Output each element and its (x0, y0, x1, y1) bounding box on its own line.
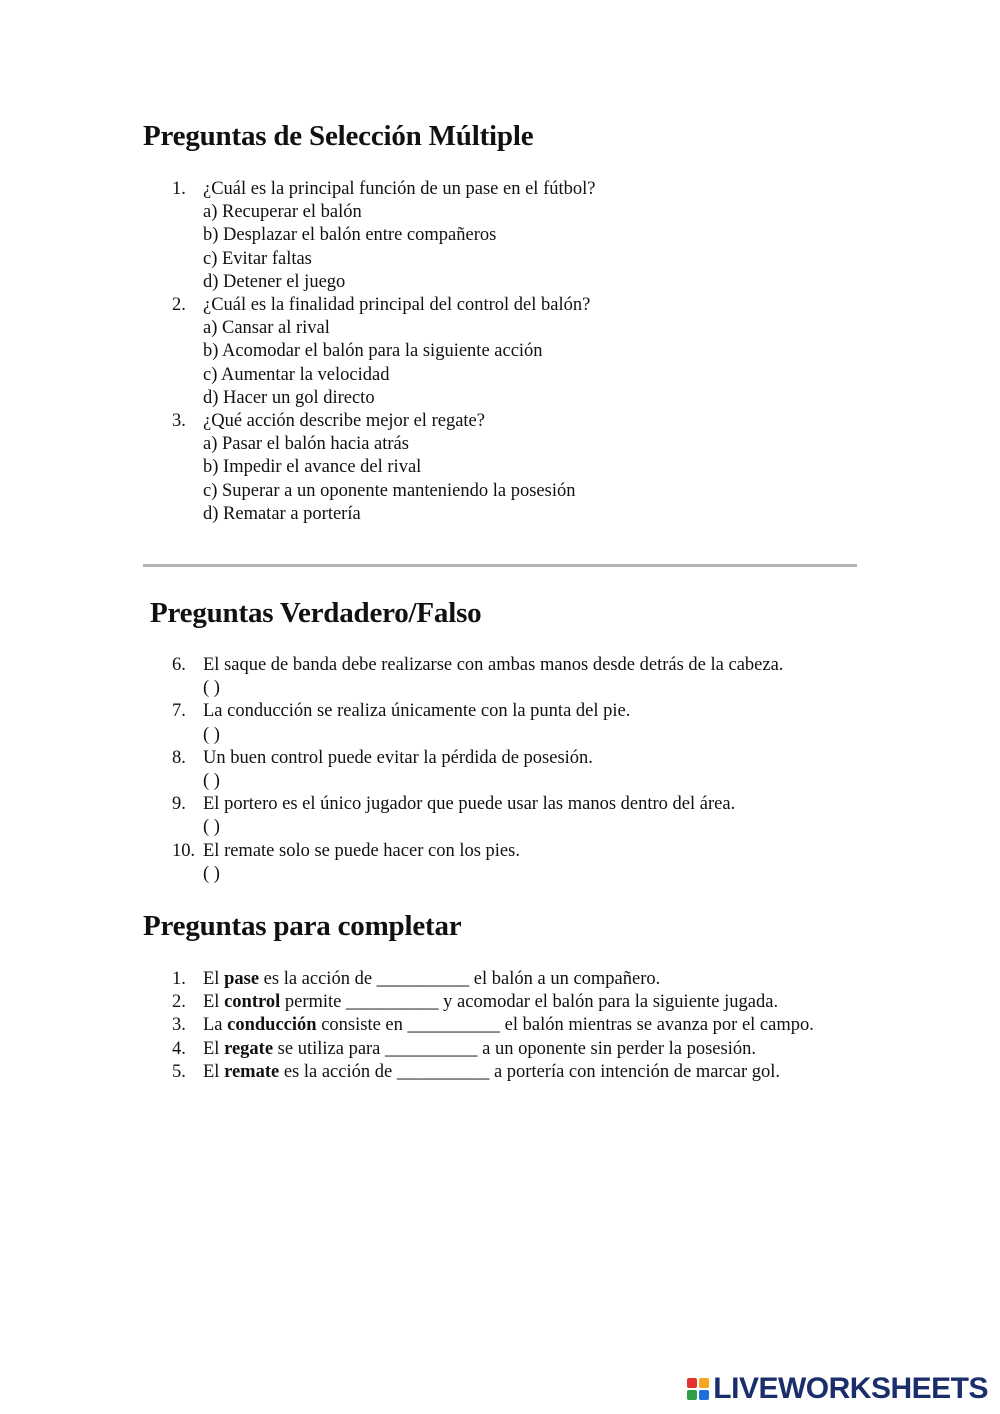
question-text: La conducción se realiza únicamente con la punta del pie. (203, 701, 631, 722)
fill-in-list (172, 968, 852, 1084)
logo-cell-icon (699, 1390, 709, 1400)
option-c[interactable]: c) Aumentar la velocidad (203, 364, 390, 385)
tf-question-8 (172, 747, 872, 793)
tf-question-7 (172, 700, 872, 746)
question-number: 3. (172, 1015, 186, 1036)
tf-question-9 (172, 793, 872, 839)
question-number: 7. (172, 701, 186, 722)
sentence-rest[interactable]: permite __________ y acomodar el balón para la siguiente jugada. (280, 992, 779, 1013)
question-text: Un buen control puede evitar la pérdida de posesión. (203, 747, 593, 768)
sentence-start: El (203, 1061, 225, 1082)
sentence-start: El (203, 969, 225, 989)
question-text: ¿Cuál es la finalidad principal del control del balón? (203, 295, 591, 316)
question-number: 8. (172, 747, 186, 768)
option-b[interactable]: b) Impedir el avance del rival (203, 457, 422, 478)
answer-blank[interactable]: ( ) (203, 678, 220, 699)
answer-blank[interactable]: ( ) (203, 863, 220, 884)
option-c[interactable]: c) Superar a un oponente manteniendo la posesión (203, 480, 576, 501)
fill-question-5 (172, 1061, 852, 1084)
section-divider (143, 564, 857, 567)
question-text: El saque de banda debe realizarse con ambas manos desde detrás de la cabeza. (203, 655, 784, 675)
fill-question-1 (172, 968, 852, 991)
fill-question-2 (172, 991, 852, 1014)
key-term: remate (224, 1061, 280, 1082)
mc-question-3 (172, 410, 872, 526)
question-number: 2. (172, 295, 186, 316)
fill-in-title: Preguntas para completar (143, 910, 462, 942)
question-text: El remate solo se puede hacer con los pies. (203, 840, 520, 861)
question-number: 9. (172, 794, 186, 815)
sentence-start: El (203, 1038, 225, 1059)
key-term: pase (224, 969, 260, 989)
option-a[interactable]: a) Recuperar el balón (203, 202, 362, 223)
option-a[interactable]: a) Cansar al rival (203, 318, 330, 339)
sentence-rest[interactable]: es la acción de __________ el balón a un compañero. (259, 969, 661, 989)
tf-question-6 (172, 654, 872, 700)
option-c[interactable]: c) Evitar faltas (203, 248, 312, 269)
logo-cell-icon (687, 1378, 697, 1388)
question-number: 6. (172, 655, 186, 675)
logo-cell-icon (699, 1378, 709, 1388)
answer-blank[interactable]: ( ) (203, 771, 220, 792)
question-number: 10. (172, 840, 196, 861)
option-a[interactable]: a) Pasar el balón hacia atrás (203, 434, 409, 455)
question-number: 4. (172, 1038, 186, 1059)
logo-text: LIVEWORKSHEETS (713, 1372, 988, 1405)
question-number: 2. (172, 992, 186, 1013)
mc-question-2 (172, 294, 872, 410)
question-number: 1. (172, 969, 186, 989)
true-false-list (172, 654, 872, 886)
tf-question-10 (172, 840, 872, 886)
multiple-choice-title: Preguntas de Selección Múltiple (143, 120, 534, 152)
option-b[interactable]: b) Acomodar el balón para la siguiente acción (203, 341, 543, 362)
option-d[interactable]: d) Hacer un gol directo (203, 387, 375, 408)
option-d[interactable]: d) Detener el juego (203, 271, 346, 292)
question-number: 1. (172, 179, 186, 199)
option-b[interactable]: b) Desplazar el balón entre compañeros (203, 225, 497, 246)
answer-blank[interactable]: ( ) (203, 724, 220, 745)
sentence-start: El (203, 992, 225, 1013)
answer-blank[interactable]: ( ) (203, 817, 220, 838)
logo-grid-icon (687, 1378, 709, 1400)
key-term: regate (224, 1038, 274, 1059)
question-number: 5. (172, 1061, 186, 1082)
question-text: ¿Qué acción describe mejor el regate? (203, 411, 485, 432)
sentence-start: La (203, 1015, 228, 1036)
mc-question-1 (172, 178, 872, 294)
sentence-rest[interactable]: se utiliza para __________ a un oponente sin perder la posesión. (273, 1038, 756, 1059)
key-term: conducción (227, 1015, 317, 1036)
sentence-rest[interactable]: consiste en __________ el balón mientras se avanza por el campo. (316, 1015, 814, 1036)
fill-question-4 (172, 1038, 852, 1061)
true-false-title: Preguntas Verdadero/Falso (150, 597, 482, 629)
logo-cell-icon (687, 1390, 697, 1400)
question-text: El portero es el único jugador que puede usar las manos dentro del área. (203, 794, 736, 815)
liveworksheets-logo[interactable] (687, 1372, 988, 1406)
question-text: ¿Cuál es la principal función de un pase en el fútbol? (203, 179, 596, 199)
option-d[interactable]: d) Rematar a portería (203, 503, 361, 524)
question-number: 3. (172, 411, 186, 432)
sentence-rest[interactable]: es la acción de __________ a portería con intención de marcar gol. (279, 1061, 781, 1082)
key-term: control (224, 992, 281, 1013)
multiple-choice-list (172, 178, 872, 526)
fill-question-3 (172, 1014, 852, 1037)
